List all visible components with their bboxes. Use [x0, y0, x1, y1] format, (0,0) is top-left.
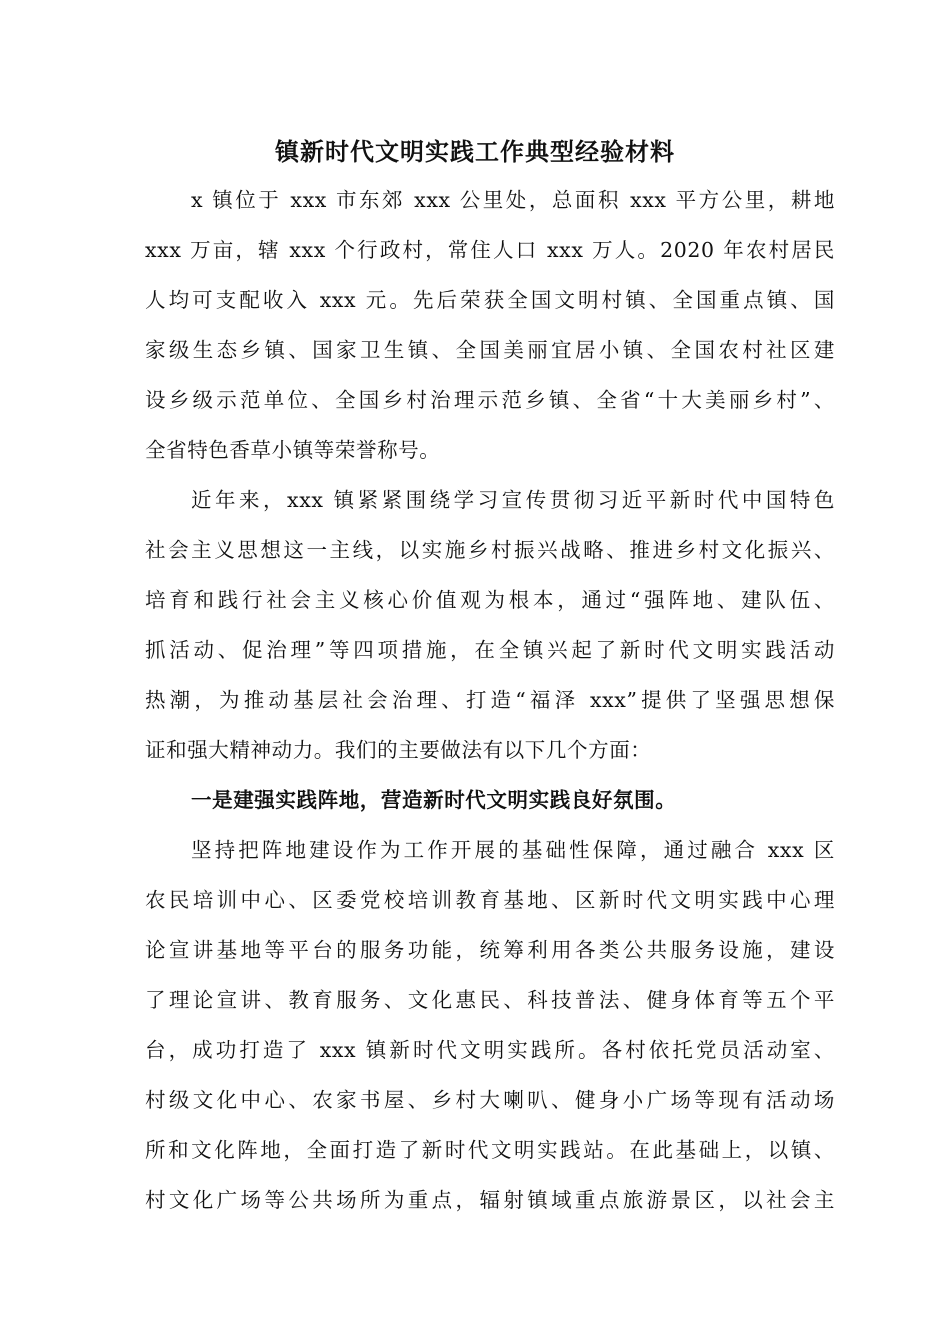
paragraph-line: 村级文化中心、农家书屋、乡村大喇叭、健身小广场等现有活动场: [145, 1088, 835, 1112]
paragraph-line: 村文化广场等公共场所为重点，辐射镇域重点旅游景区，以社会主: [145, 1188, 835, 1212]
document-title: 镇新时代文明实践工作典型经验材料: [275, 137, 675, 166]
paragraph-line: 证和强大精神动力。我们的主要做法有以下几个方面：: [145, 738, 652, 762]
paragraph-line: 论宣讲基地等平台的服务功能，统筹利用各类公共服务设施，建设: [145, 938, 835, 962]
paragraph-line: 全省特色香草小镇等荣誉称号。: [145, 438, 441, 462]
paragraph-line: 台，成功打造了 xxx 镇新时代文明实践所。各村依托党员活动室、: [145, 1038, 835, 1062]
paragraph-line: 家级生态乡镇、国家卫生镇、全国美丽宜居小镇、全国农村社区建: [145, 338, 835, 362]
paragraph-line: 了理论宣讲、教育服务、文化惠民、科技普法、健身体育等五个平: [145, 988, 835, 1012]
paragraph-line: 热潮，为推动基层社会治理、打造“福泽 xxx”提供了坚强思想保: [145, 688, 835, 712]
paragraph-line: 农民培训中心、区委党校培训教育基地、区新时代文明实践中心理: [145, 888, 835, 912]
paragraph-line: 社会主义思想这一主线，以实施乡村振兴战略、推进乡村文化振兴、: [145, 538, 835, 562]
paragraph-line: 人均可支配收入 xxx 元。先后荣获全国文明村镇、全国重点镇、国: [145, 288, 835, 312]
paragraph-line: 培育和践行社会主义核心价值观为根本，通过“强阵地、建队伍、: [145, 588, 835, 612]
paragraph-line: 设乡级示范单位、全国乡村治理示范乡镇、全省“十大美丽乡村”、: [145, 388, 835, 412]
paragraph-line: 抓活动、促治理”等四项措施，在全镇兴起了新时代文明实践活动: [145, 638, 835, 662]
paragraph-line: 近年来，xxx 镇紧紧围绕学习宣传贯彻习近平新时代中国特色: [191, 488, 835, 512]
paragraph-line: xxx 万亩，辖 xxx 个行政村，常住人口 xxx 万人。2020 年农村居民: [145, 238, 835, 262]
paragraph-line: 坚持把阵地建设作为工作开展的基础性保障，通过融合 xxx 区: [191, 838, 835, 862]
paragraph-line: x 镇位于 xxx 市东郊 xxx 公里处，总面积 xxx 平方公里，耕地: [191, 188, 835, 212]
paragraph-line: 所和文化阵地，全面打造了新时代文明实践站。在此基础上，以镇、: [145, 1138, 835, 1162]
section-heading: 一是建强实践阵地，营造新时代文明实践良好氛围。: [191, 788, 677, 812]
